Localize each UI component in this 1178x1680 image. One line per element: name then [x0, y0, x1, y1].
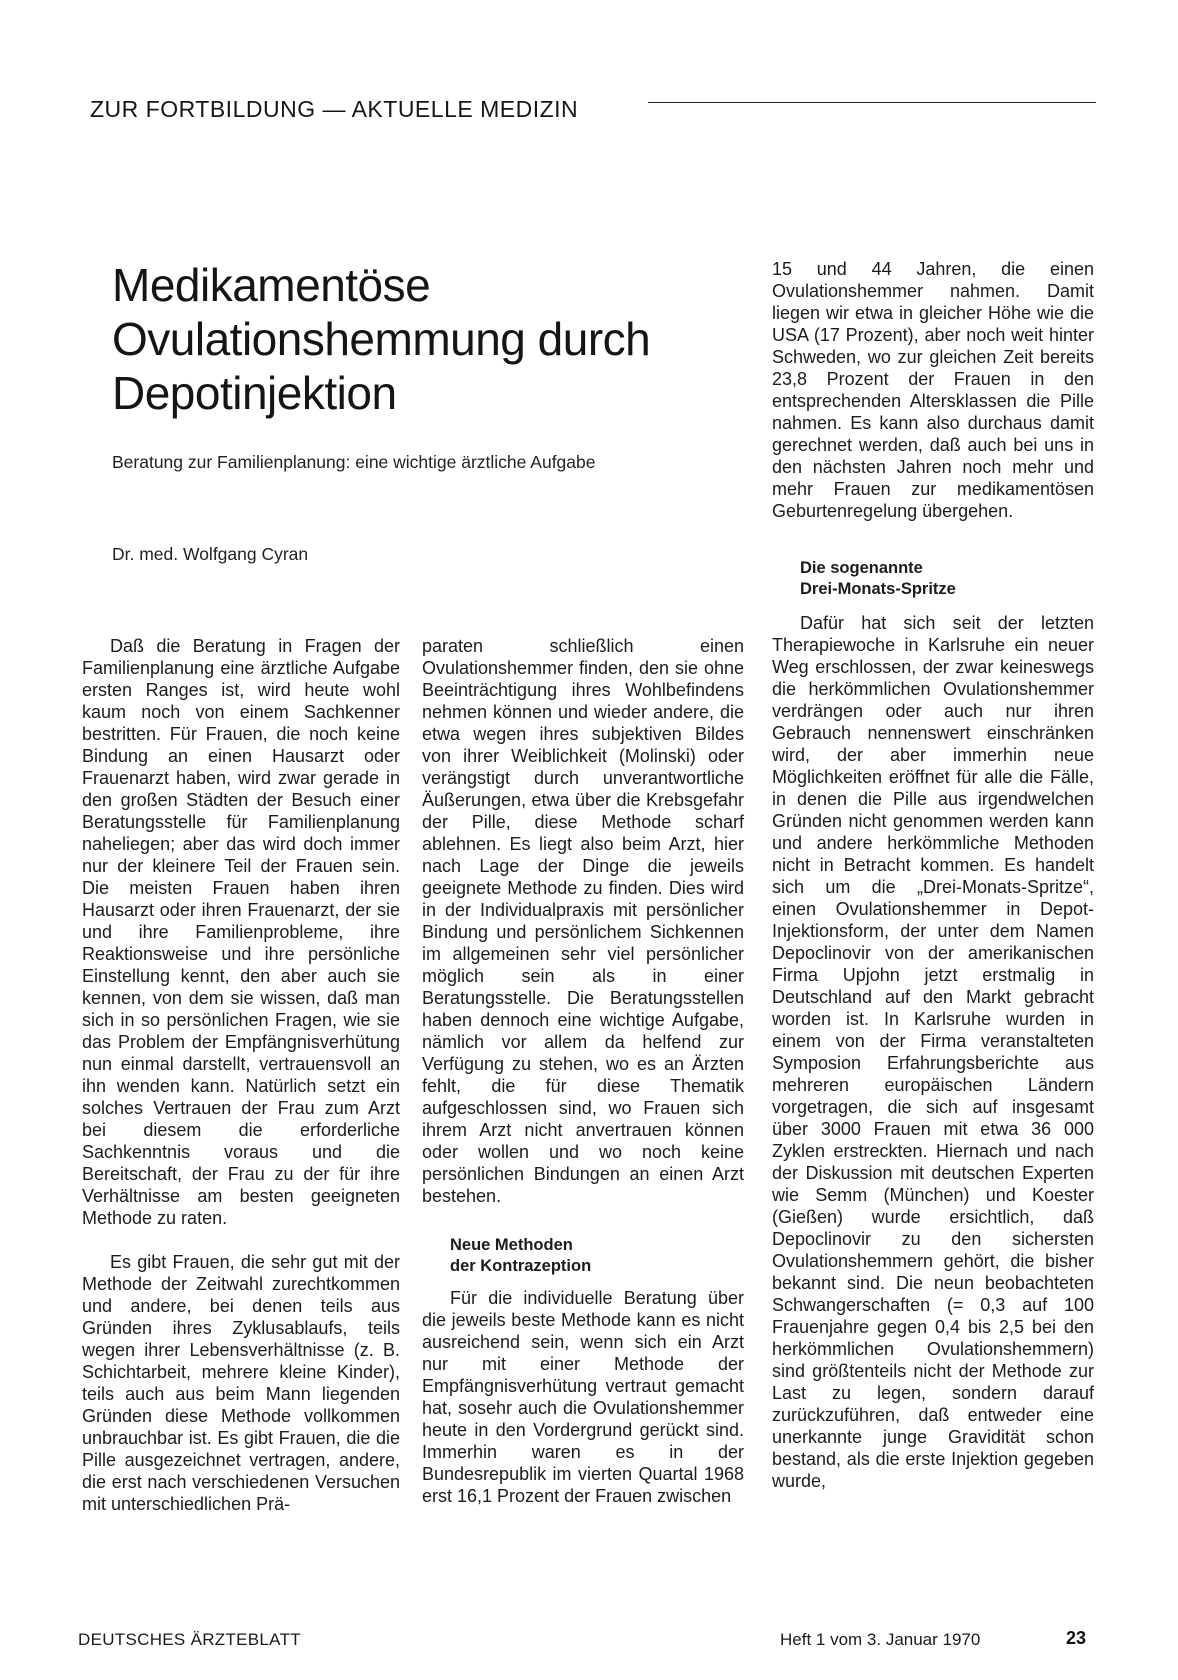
journal-name: DEUTSCHES ÄRZTEBLATT: [78, 1630, 301, 1649]
page-number: 23: [1066, 1628, 1087, 1648]
text-column-1: [82, 635, 400, 1515]
header-rule: [648, 102, 1096, 103]
text-column-3: [772, 258, 1094, 1492]
section-heading: [772, 558, 1094, 600]
issue-date: Heft 1 vom 3. Januar 1970: [780, 1630, 981, 1649]
section-heading: [422, 1235, 744, 1277]
paragraph: Daß die Beratung in Fragen der Familienplanung eine ärztliche Aufgabe ersten Ranges ist, wird heute wohl kaum noch von einem Sachkenner bestritten. Für Frauen, die noch keine Bindung an einen Hausarzt oder Frauenarzt haben, wird zwar gerade in den großen Städten der Besuch einer Beratungsstelle für Familienplanung naheliegen; aber das wird doch immer nur der kleinere Teil der Frauen sein. Die meisten Frauen haben ihren Hausarzt oder ihren Frauenarzt, der sie und ihre Familienprobleme, ihre Reaktionsweise und ihre persönliche Einstellung kennt, den aber auch sie kennen, von dem sie wissen, daß man sich in so persönlichen Fragen, wie sie das Problem der Empfängnisverhütung nun einmal darstellt, vertrauensvoll an ihn wenden kann. Natürlich setzt ein solches Vertrauen der Frau zum Arzt bei diesem die erforderliche Sachkenntnis voraus und die Bereitschaft, der Frau zu der für ihre Verhältnisse am besten geeigneten Methode zu raten.: [82, 636, 400, 1228]
heading-line: der Kontrazeption: [450, 1257, 592, 1275]
article-author: Dr. med. Wolfgang Cyran: [112, 544, 309, 564]
title-line-1: Medikamentöse: [112, 259, 431, 311]
paragraph: Dafür hat sich seit der letzten Therapiewoche in Karlsruhe ein neuer Weg erschlossen, der zwar keineswegs die herkömmlichen Ovulationshemmer verdrängen oder auch nur ihren Gebrauch nennenswert einschränken wird, der aber immerhin neue Möglichkeiten eröffnet für alle die Fälle, in denen die Pille aus irgendwelchen Gründen nicht genommen werden kann und andere herkömmliche Methoden nicht in Betracht kommen. Es handelt sich um die „Drei-Monats-Spritze“, einen Ovulationshemmer in Depot-Injektionsform, der unter dem Namen Depoclinovir von der amerikanischen Firma Upjohn jetzt erstmalig in Deutschland auf den Markt gebracht worden ist. In Karlsruhe wurden in einem von der Firma veranstalteten Symposion Erfahrungsberichte aus mehreren europäischen Ländern vorgetragen, die sich auf insgesamt über 3000 Frauen mit etwa 36 000 Zyklen erstreckten. Hiernach und nach der Diskussion mit deutschen Experten wie Semm (München) und Koester (Gießen) wurde ersichtlich, daß Depoclinovir zu den sichersten Ovulationshemmern gehört, die bisher bekannt sind. Die neun beobachteten Schwangerschaften (= 0,3 auf 100 Frauenjahre gegen 0,4 bis 2,5 bei den herkömmlichen Ovulationshemmern) sind größtenteils nicht der Methode zur Last zu legen, sondern darauf zurückzuführen, daß entweder eine unerkannte junge Gravidität schon bestand, als die erste Injektion gegeben wurde,: [772, 613, 1094, 1491]
title-line-3: Depotinjektion: [112, 367, 397, 419]
paragraph: paraten schließlich einen Ovulationshemmer finden, den sie ohne Beeinträchtigung ihres Wohlbefindens nehmen können und wieder andere, die etwa wegen ihres subjektiven Bildes von ihrer Weiblichkeit (Molinski) oder verängstigt durch unverantwortliche Äußerungen, etwa über die Krebsgefahr der Pille, diese Methode scharf ablehnen. Es liegt also beim Arzt, hier nach Lage der Dinge die jeweils geeignete Methode zu finden. Dies wird in der Individualpraxis mit persönlicher Bindung und persönlichem Sichkennen im allgemeinen sehr viel persönlicher möglich sein als in einer Beratungsstelle. Die Beratungsstellen haben dennoch eine wichtige Aufgabe, nämlich vor allem da helfend zur Verfügung zu stehen, wo es an Ärzten fehlt, die für diese Thematik aufgeschlossen sind, wo Frauen sich ihrem Arzt nicht anvertrauen können oder wollen und wo noch keine persönlichen Bindungen an einen Arzt bestehen.: [422, 636, 744, 1206]
article-subtitle: Beratung zur Familienplanung: eine wichtige ärztliche Aufgabe: [112, 452, 596, 472]
heading-line: Neue Methoden: [450, 1236, 573, 1254]
paragraph: Es gibt Frauen, die sehr gut mit der Methode der Zeitwahl zurechtkommen und andere, bei denen teils aus Gründen ihres Zyklusablaufs, teils wegen ihrer Lebensverhältnisse (z. B. Schichtarbeit, mehrere kleine Kinder), teils auch aus beim Mann liegenden Gründen diese Methode vollkommen unbrauchbar ist. Es gibt Frauen, die die Pille ausgezeichnet vertragen, andere, die erst nach verschiedenen Versuchen mit unterschiedlichen Prä-: [82, 1252, 400, 1514]
heading-line: Drei-Monats-Spritze: [800, 580, 956, 598]
text-column-2: [422, 635, 744, 1507]
heading-line: Die sogenannte: [800, 559, 923, 577]
title-line-2: Ovulationshemmung durch: [112, 313, 651, 365]
paragraph: Für die individuelle Beratung über die jeweils beste Methode kann es nicht ausreichend sein, wenn sich ein Arzt nur mit einer Methode der Empfängnisverhütung vertraut gemacht hat, sosehr auch die Ovulationshemmer heute in den Vordergrund gerückt sind. Immerhin waren es in der Bundesrepublik im vierten Quartal 1968 erst 16,1 Prozent der Frauen zwischen: [422, 1288, 744, 1506]
paragraph: 15 und 44 Jahren, die einen Ovulationshemmer nahmen. Damit liegen wir etwa in gleicher Höhe wie die USA (17 Prozent), aber noch weit hinter Schweden, wo zur gleichen Zeit bereits 23,8 Prozent der Frauen in den entsprechenden Altersklassen die Pille nahmen. Es kann also durchaus damit gerechnet werden, daß auch bei uns in den nächsten Jahren noch mehr und mehr Frauen zur medikamentösen Geburtenregelung übergehen.: [772, 259, 1094, 521]
article-title: [112, 258, 712, 420]
section-header: ZUR FORTBILDUNG — AKTUELLE MEDIZIN: [90, 96, 579, 122]
